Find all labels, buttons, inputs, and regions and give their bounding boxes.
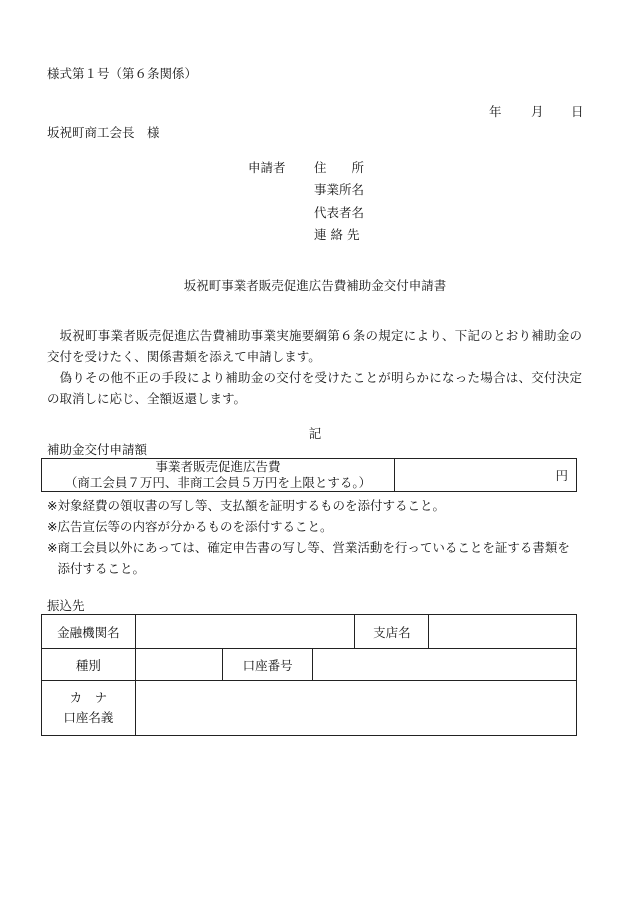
applicant-label: 申請者	[248, 160, 286, 175]
bank-table	[41, 614, 577, 736]
applicant-representative-label: 代表者名	[314, 205, 365, 220]
amount-item-limit: （商工会員７万円、非商工会員５万円を上限とする。）	[64, 475, 372, 490]
institution-label-cell: 金融機関名	[42, 615, 136, 649]
type-label-cell: 種別	[42, 649, 136, 681]
branch-label-cell: 支店名	[355, 615, 429, 649]
date-month-label: 月	[531, 104, 544, 119]
body-paragraph: 坂祝町事業者販売促進広告費補助事業実施要綱第６条の規定により、下記のとおり補助金の交付を受けたく、関係書類を添えて申請します。	[47, 328, 582, 364]
body-paragraph: 偽りその他不正の手段により補助金の交付を受けたことが明らかになった場合は、交付決定の取消しに応じ、全額返還します。	[47, 370, 582, 406]
type-input[interactable]	[135, 649, 222, 681]
account-number-input[interactable]	[313, 649, 577, 681]
kana-label: カ ナ	[69, 690, 108, 705]
date-day-label: 日	[571, 104, 584, 119]
holder-label-cell	[42, 681, 136, 736]
amount-value-cell[interactable]	[395, 459, 577, 492]
addressee: 坂祝町商工会長 様	[47, 125, 160, 140]
note-item: ※ 広告宣伝等の内容が分かるものを添付すること。	[47, 519, 333, 534]
amount-table	[41, 458, 577, 492]
applicant-address-label: 住 所	[314, 160, 365, 175]
amount-item-name: 事業者販売促進広告費	[155, 459, 281, 474]
amount-item-cell	[42, 459, 395, 492]
document-title: 坂祝町事業者販売促進広告費補助金交付申請書	[183, 278, 447, 293]
bank-heading: 振込先	[47, 598, 85, 613]
holder-input[interactable]	[135, 681, 576, 736]
applicant-business-name-label: 事業所名	[314, 182, 365, 197]
amount-heading: 補助金交付申請額	[47, 442, 148, 457]
applicant-contact-label: 連 絡 先	[314, 227, 360, 242]
body-text	[47, 325, 582, 409]
note-item: ※ 対象経費の領収書の写し等、支払額を証明するものを添付すること。	[47, 498, 445, 513]
amount-unit: 円	[555, 468, 568, 483]
note-item: ※ 商工会員以外にあっては、確定申告書の写し等、営業活動を行っていることを証する書類を添付すること。	[47, 540, 570, 576]
holder-label: 口座名義	[63, 710, 114, 725]
date-year-label: 年	[489, 104, 502, 119]
account-number-label-cell: 口座番号	[222, 649, 313, 681]
form-number: 様式第１号（第６条関係）	[47, 66, 198, 81]
ki-heading: 記	[308, 426, 322, 441]
notes-list	[47, 495, 582, 579]
institution-input[interactable]	[135, 615, 355, 649]
branch-input[interactable]	[429, 615, 577, 649]
